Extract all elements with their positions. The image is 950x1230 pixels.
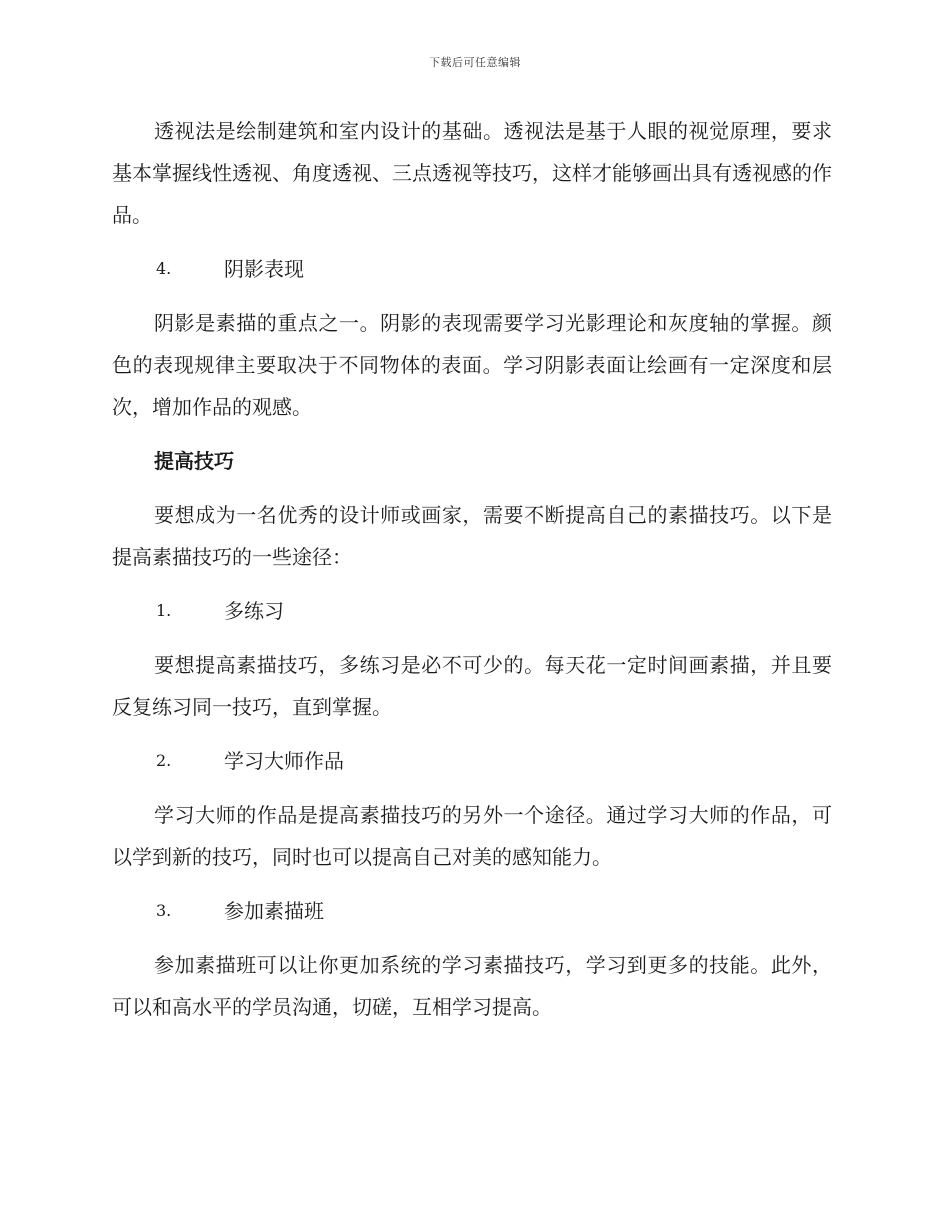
list-item-label: 学习大师作品 xyxy=(224,749,344,773)
list-item-masters xyxy=(112,740,832,782)
section-heading: 提高技巧 xyxy=(154,449,234,473)
list-item-label: 阴影表现 xyxy=(224,257,304,281)
document-body xyxy=(112,110,832,1040)
list-item-practice xyxy=(112,590,832,632)
list-item-class xyxy=(112,890,832,932)
list-number: 3. xyxy=(156,901,172,920)
list-number: 4. xyxy=(156,259,172,278)
list-number: 2. xyxy=(156,751,172,770)
list-item-label: 多练习 xyxy=(224,599,284,623)
list-item-shadow xyxy=(112,248,832,290)
paragraph-shadow: 阴影是素描的重点之一。阴影的表现需要学习光影理论和灰度轴的掌握。颜色的表现规律主要取决于不同物体的表面。学习阴影表面让绘画有一定深度和层次，增加作品的观感。 xyxy=(112,311,832,419)
paragraph-practice: 要想提高素描技巧，多练习是必不可少的。每天花一定时间画素描，并且要反复练习同一技巧，直到掌握。 xyxy=(112,653,832,719)
paragraph-intro: 要想成为一名优秀的设计师或画家，需要不断提高自己的素描技巧。以下是提高素描技巧的一些途径： xyxy=(112,503,832,569)
paragraph-masters: 学习大师的作品是提高素描技巧的另外一个途径。通过学习大师的作品，可以学到新的技巧，同时也可以提高自己对美的感知能力。 xyxy=(112,803,832,869)
list-item-label: 参加素描班 xyxy=(224,899,324,923)
page-header: 下载后可任意编辑 xyxy=(429,56,521,69)
paragraph-class: 参加素描班可以让你更加系统的学习素描技巧，学习到更多的技能。此外，可以和高水平的学员沟通，切磋，互相学习提高。 xyxy=(112,953,832,1019)
list-number: 1. xyxy=(156,601,172,620)
paragraph-perspective: 透视法是绘制建筑和室内设计的基础。透视法是基于人眼的视觉原理，要求基本掌握线性透视、角度透视、三点透视等技巧，这样才能够画出具有透视感的作品。 xyxy=(112,119,832,227)
